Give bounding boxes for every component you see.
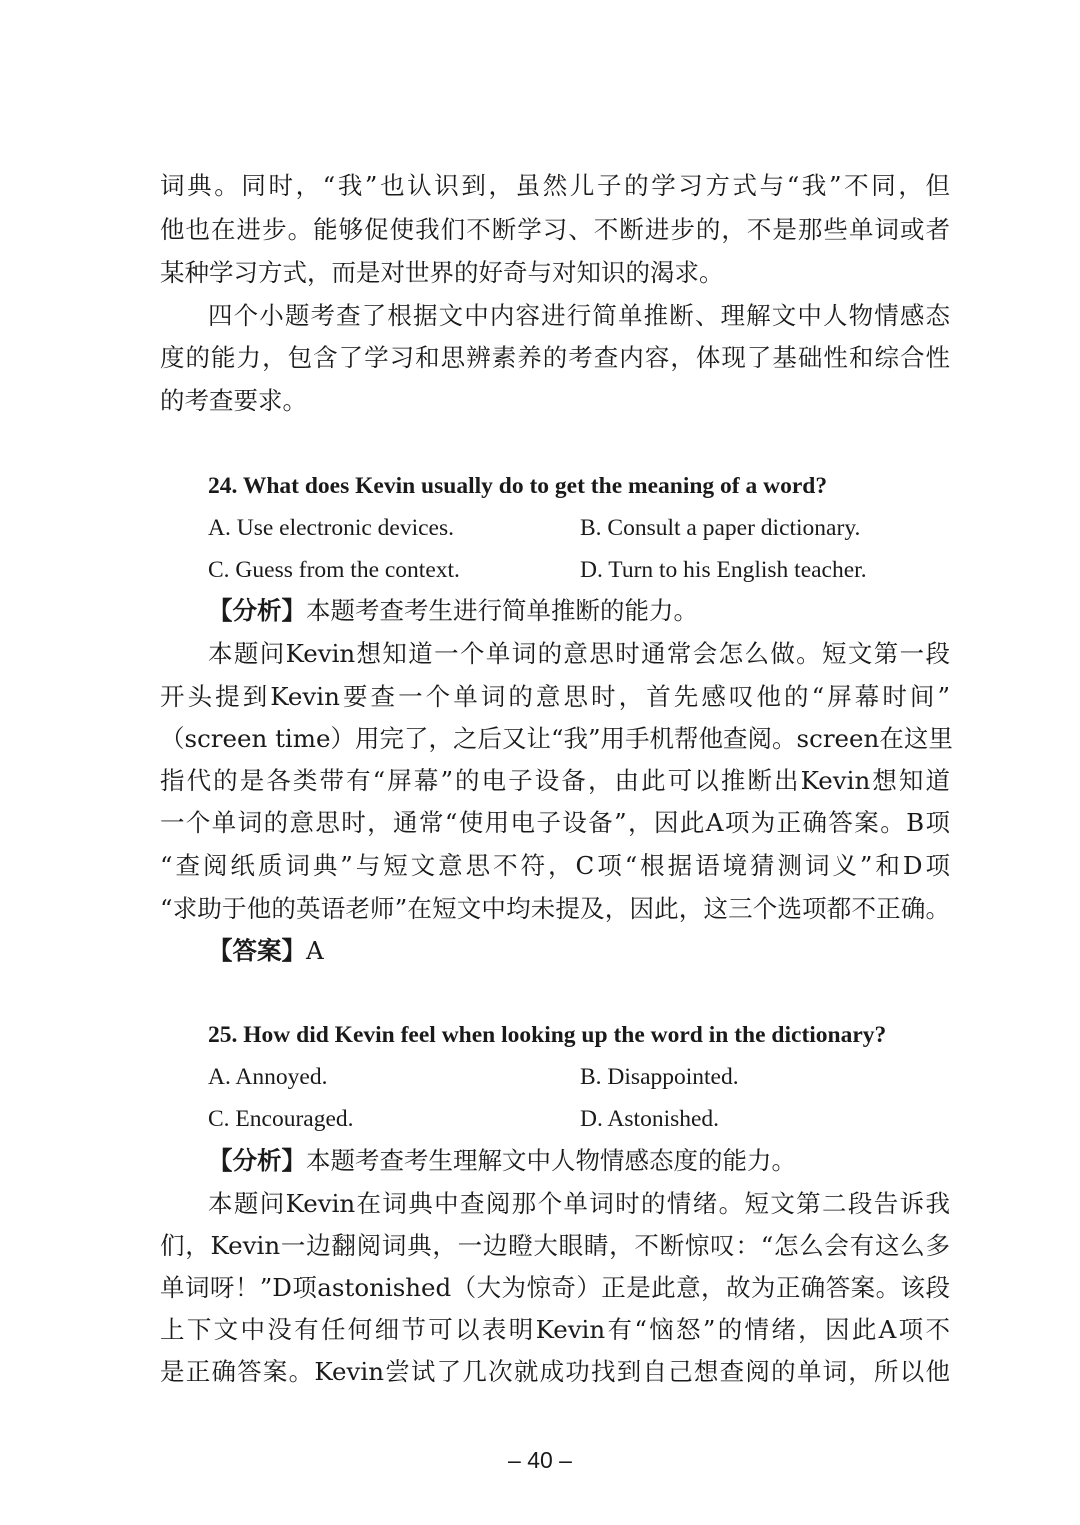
q25-explanation-line-3: 单词呀！”D项astonished（大为惊奇）正是此意，故为正确答案。该段 <box>160 1273 950 1302</box>
q24-analysis-summary: 本题考查考生进行简单推断的能力。 <box>306 596 698 625</box>
q24-explanation-line-5: 一个单词的意思时，通常“使用电子设备”，因此A项为正确答案。B项 <box>160 808 950 837</box>
q25-option-a: A. Annoyed. <box>208 1064 328 1090</box>
q25-option-c: C. Encouraged. <box>208 1106 354 1132</box>
q25-analysis-tag: 【分析】 <box>208 1146 306 1175</box>
q24-explanation-line-7: “求助于他的英语老师”在短文中均未提及，因此，这三个选项都不正确。 <box>160 894 950 923</box>
summary-line-3: 的考查要求。 <box>160 386 307 415</box>
intro-line-2: 他也在进步。能够促使我们不断学习、不断进步的，不是那些单词或者 <box>160 215 950 244</box>
q25-explanation-line-1: 本题问Kevin在词典中查阅那个单词时的情绪。短文第二段告诉我 <box>208 1189 950 1218</box>
q24-explanation-line-3: （screen time）用完了，之后又让“我”用手机帮他查阅。screen在这里 <box>160 724 953 753</box>
intro-line-3: 某种学习方式，而是对世界的好奇与对知识的渴求。 <box>160 258 724 287</box>
q24-analysis-tag: 【分析】 <box>208 596 306 625</box>
q24-explanation-line-6: “查阅纸质词典”与短文意思不符，C项“根据语境猜测词义”和D项 <box>160 851 950 880</box>
q24-answer-tag: 【答案】 <box>208 936 306 965</box>
intro-line-1: 词典。同时，“我”也认识到，虽然儿子的学习方式与“我”不同，但 <box>160 171 950 200</box>
q24-explanation-line-2: 开头提到Kevin要查一个单词的意思时，首先感叹他的“屏幕时间” <box>160 682 950 711</box>
page-number: – 40 – <box>508 1447 572 1473</box>
q25-option-b: B. Disappointed. <box>580 1064 739 1090</box>
q25-analysis-summary: 本题考查考生理解文中人物情感态度的能力。 <box>306 1146 796 1175</box>
question-25: 25. How did Kevin feel when looking up the word in the dictionary? <box>208 1022 887 1048</box>
q24-option-a: A. Use electronic devices. <box>208 515 454 541</box>
question-24: 24. What does Kevin usually do to get the meaning of a word? <box>208 473 828 499</box>
q25-analysis <box>208 1141 796 1181</box>
q24-option-d: D. Turn to his English teacher. <box>580 557 867 583</box>
q24-analysis <box>208 591 698 631</box>
q25-explanation-line-2: 们，Kevin一边翻阅词典，一边瞪大眼睛，不断惊叹：“怎么会有这么多 <box>160 1231 950 1260</box>
q25-explanation-line-5: 是正确答案。Kevin尝试了几次就成功找到自己想查阅的单词，所以他 <box>160 1357 950 1386</box>
summary-line-1: 四个小题考查了根据文中内容进行简单推断、理解文中人物情感态 <box>208 301 950 330</box>
summary-line-2: 度的能力，包含了学习和思辨素养的考查内容，体现了基础性和综合性 <box>160 343 950 372</box>
q25-option-d: D. Astonished. <box>580 1106 720 1132</box>
q24-option-b: B. Consult a paper dictionary. <box>580 515 861 541</box>
q24-answer-value: A <box>306 936 324 965</box>
q24-option-c: C. Guess from the context. <box>208 557 460 583</box>
q24-explanation-line-4: 指代的是各类带有“屏幕”的电子设备，由此可以推断出Kevin想知道 <box>160 766 950 795</box>
q24-explanation-line-1: 本题问Kevin想知道一个单词的意思时通常会怎么做。短文第一段 <box>208 639 950 668</box>
q25-explanation-line-4: 上下文中没有任何细节可以表明Kevin有“恼怒”的情绪，因此A项不 <box>160 1315 950 1344</box>
q24-answer <box>208 931 324 971</box>
